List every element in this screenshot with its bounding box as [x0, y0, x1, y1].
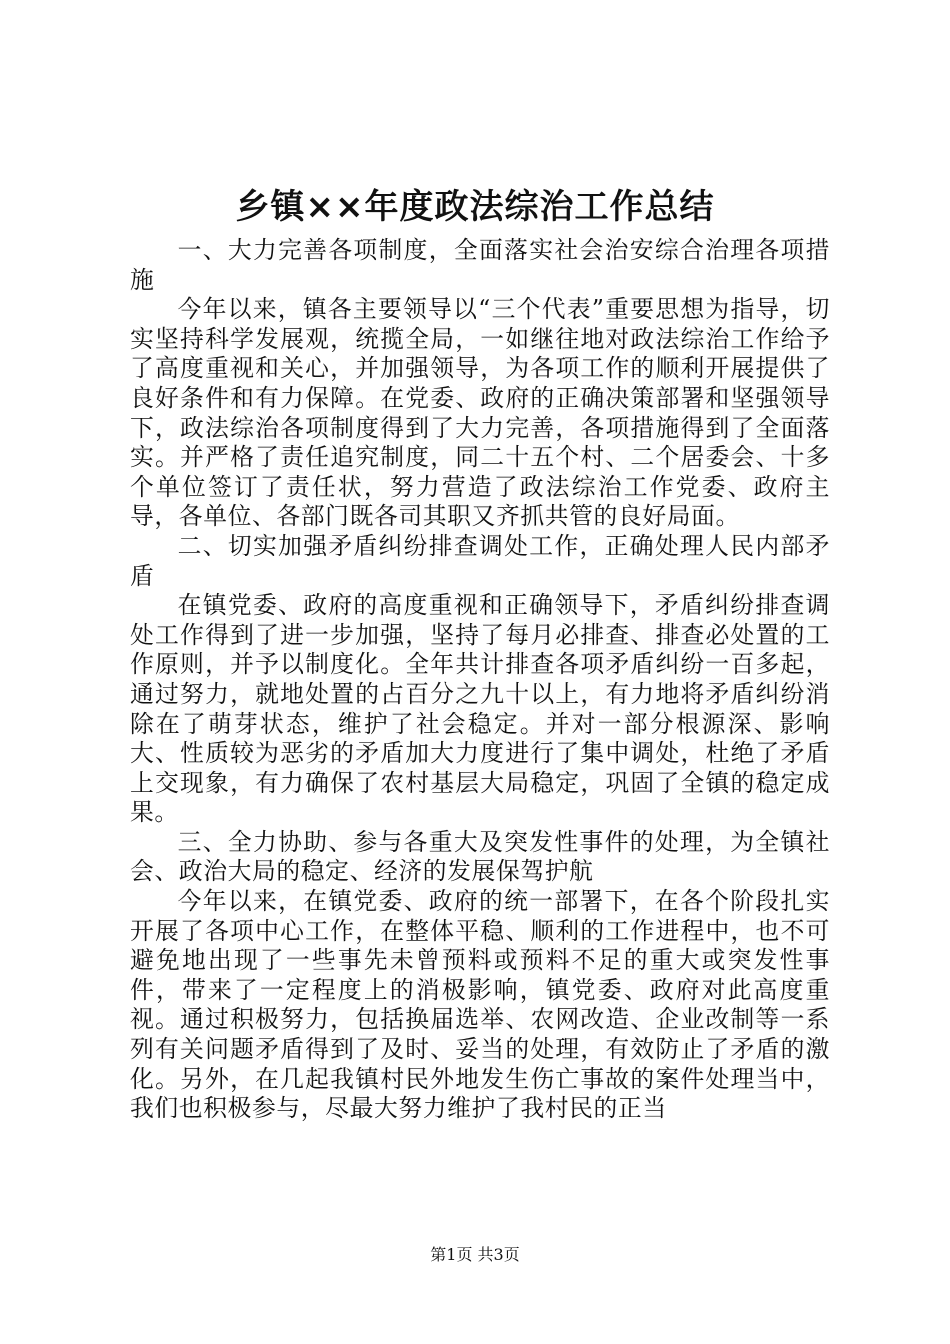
body-paragraph-2: 在镇党委、政府的高度重视和正确领导下，矛盾纠纷排查调处工作得到了进一步加强，坚持了每月必排查、排查必处置的工作原则，并予以制度化。全年共计排查各项矛盾纠纷一百多起，通过努力，就地处置的占百分之九十以上，有力地将矛盾纠纷消除在了萌芽状态，维护了社会稳定。并对一部分根源深、影响大、性质较为恶劣的矛盾加大力度进行了集中调处，杜绝了矛盾上交现象，有力确保了农村基层大局稳定，巩固了全镇的稳定成果。 [130, 591, 830, 827]
section-heading-1: 一、大力完善各项制度，全面落实社会治安综合治理各项措施 [130, 236, 830, 294]
section-heading-2: 二、切实加强矛盾纠纷排查调处工作，正确处理人民内部矛盾 [130, 531, 830, 590]
document-body [130, 236, 830, 1124]
body-paragraph-3: 今年以来，在镇党委、政府的统一部署下，在各个阶段扎实开展了各项中心工作，在整体平稳、顺利的工作进程中，也不可避免地出现了一些事先未曾预料或预料不足的重大或突发性事件，带来了一定程度上的消极影响，镇党委、政府对此高度重视。通过积极努力，包括换届选举、农网改造、企业改制等一系列有关问题矛盾得到了及时、妥当的处理，有效防止了矛盾的激化。另外，在几起我镇村民外地发生伤亡事故的案件处理当中，我们也积极参与，尽最大努力维护了我村民的正当 [130, 887, 830, 1123]
section-heading-3: 三、全力协助、参与各重大及突发性事件的处理，为全镇社会、政治大局的稳定、经济的发展保驾护航 [130, 827, 830, 886]
page-footer: 第1页 共3页 [430, 1245, 520, 1264]
document-title: 乡镇××年度政法综治工作总结 [235, 187, 715, 227]
body-paragraph-1: 今年以来，镇各主要领导以“三个代表”重要思想为指导，切实坚持科学发展观，统揽全局，一如继往地对政法综治工作给予了高度重视和关心，并加强领导，为各项工作的顺利开展提供了良好条件和有力保障。在党委、政府的正确决策部署和坚强领导下，政法综治各项制度得到了大力完善，各项措施得到了全面落实。并严格了责任追究制度，同二十五个村、二个居委会、十多个单位签订了责任状，努力营造了政法综治工作党委、政府主导，各单位、各部门既各司其职又齐抓共管的良好局面。 [130, 295, 830, 531]
